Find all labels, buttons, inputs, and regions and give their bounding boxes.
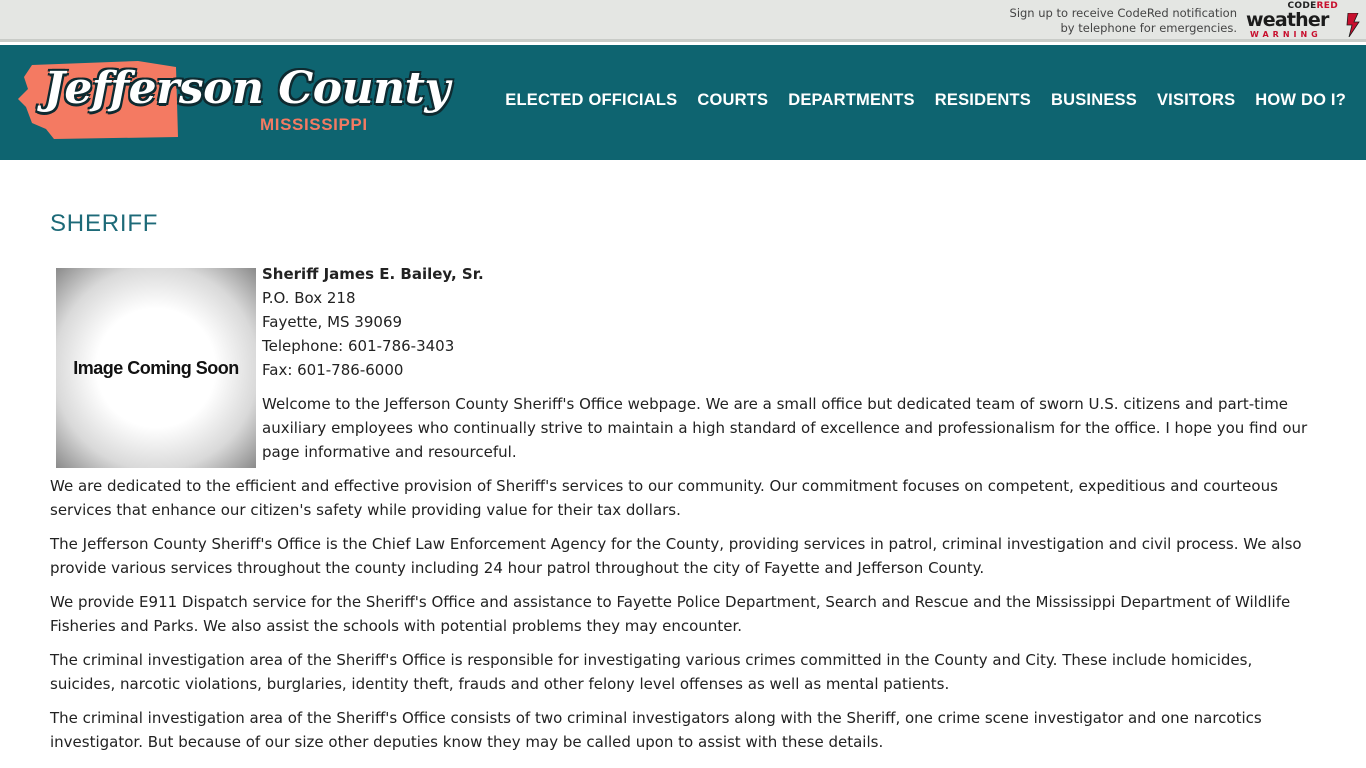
codered-notice-line1[interactable]: Sign up to receive CodeRed notification <box>1009 6 1237 20</box>
codered-notice[interactable] <box>1010 6 1237 36</box>
nav-how-do-i[interactable]: HOW DO I? <box>1255 91 1346 109</box>
codered-weather-warning-logo[interactable] <box>1246 1 1360 41</box>
address-line1: P.O. Box 218 <box>262 289 356 307</box>
nav-residents[interactable]: RESIDENTS <box>934 91 1031 109</box>
nav-courts[interactable]: COURTS <box>697 91 769 109</box>
sheriff-contact-block <box>262 262 484 382</box>
intro-paragraph: Welcome to the Jefferson County Sheriff's Office webpage. We are a small office but dedicated team of sworn U.S. citizens and part-time auxiliary employees who continually strive to maintain a high standard of excellence and professionalism for the office. I hope you find our page informative and resourceful. <box>262 395 1308 461</box>
lightning-bolt-icon <box>1346 13 1360 37</box>
site-header <box>0 45 1366 160</box>
sheriff-name: Sheriff James E. Bailey, Sr. <box>262 265 484 283</box>
fax: Fax: 601-786-6000 <box>262 361 404 379</box>
body-paragraph-3: We provide E911 Dispatch service for the Sheriff's Office and assistance to Fayette Police Department, Search and Rescue and the Mississippi Department of Wildlife Fisheries and Parks. We also assist the schools with potential problems they may encounter. <box>50 593 1291 635</box>
main-navigation <box>505 91 1346 110</box>
body-paragraph-5: The criminal investigation area of the Sheriff's Office consists of two criminal investigators along with the Sheriff, one crime scene investigator and one narcotics investigator. But because of our size other deputies know they may be called upon to assist with these details. <box>50 709 1262 751</box>
top-utility-bar <box>0 0 1366 42</box>
logo-title: Jefferson County <box>44 63 450 114</box>
nav-departments[interactable]: DEPARTMENTS <box>788 91 915 109</box>
telephone: Telephone: 601-786-3403 <box>262 337 455 355</box>
body-paragraph-1: We are dedicated to the efficient and effective provision of Sheriff's services to our community. Our commitment focuses on competent, expeditious and courteous services that enhance our citizen's safety while providing value for their tax dollars. <box>50 477 1278 519</box>
codered-logo-code: CODE <box>1287 1 1317 11</box>
codered-logo-red: RED <box>1316 1 1338 11</box>
county-logo[interactable] <box>18 59 450 141</box>
codered-logo-weather: weather <box>1246 9 1329 31</box>
photo-placeholder-text: Image Coming Soon <box>73 357 239 378</box>
logo-subtitle: MISSISSIPPI <box>260 115 368 134</box>
codered-notice-line2[interactable]: by telephone for emergencies. <box>1060 21 1237 35</box>
codered-logo-warning: WARNING <box>1250 30 1322 39</box>
nav-visitors[interactable]: VISITORS <box>1156 91 1236 109</box>
nav-elected-officials[interactable]: ELECTED OFFICIALS <box>505 91 678 109</box>
sheriff-photo-placeholder <box>56 268 256 468</box>
page-title: SHERIFF <box>50 210 159 237</box>
address-line2: Fayette, MS 39069 <box>262 313 403 331</box>
body-paragraph-4: The criminal investigation area of the Sheriff's Office is responsible for investigating various crimes committed in the County and City. These include homicides, suicides, narcotic violations, burglaries, identity theft, frauds and other felony level offenses as well as mental patients. <box>50 651 1253 693</box>
nav-business[interactable]: BUSINESS <box>1051 91 1137 109</box>
body-paragraph-2: The Jefferson County Sheriff's Office is the Chief Law Enforcement Agency for the County, providing services in patrol, criminal investigation and civil process. We also provide various services throughout the county including 24 hour patrol throughout the city of Fayette and Jefferson County. <box>50 535 1302 577</box>
